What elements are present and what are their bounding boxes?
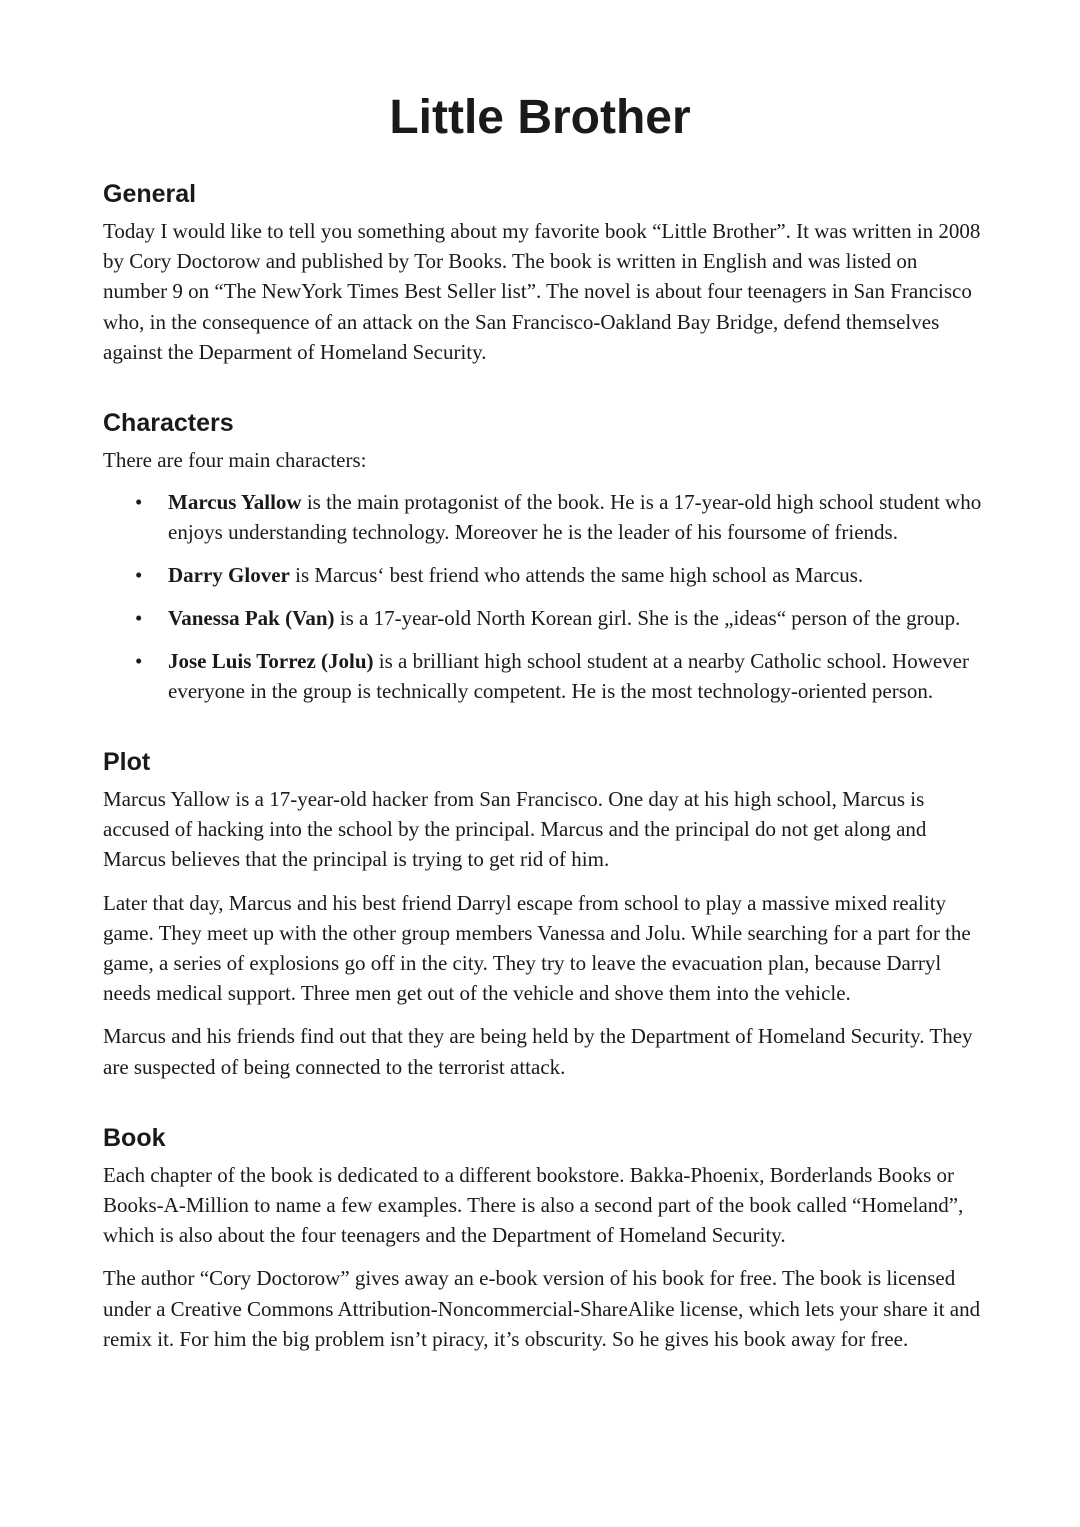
section-plot xyxy=(103,740,983,1082)
list-item-character xyxy=(103,646,983,706)
bullet-icon: • xyxy=(135,490,143,515)
character-name: Vanessa Pak (Van) xyxy=(168,605,335,630)
general-paragraph: Today I would like to tell you something about my favorite book “Little Brother”. It was written in 2008 by Cory Doctorow and published by Tor Books. The book is written in English and was listed on number 9 on “The NewYork Times Best Seller list”. The novel is about four teenagers in San Francisco who, in the consequence of an attack on the San Francisco-Oakland Bay Bridge, defend themselves against the Deparment of Homeland Security. xyxy=(103,219,981,364)
list-item-character xyxy=(103,603,983,633)
character-list xyxy=(103,487,983,706)
bullet-icon: • xyxy=(135,605,143,630)
section-heading-general: General xyxy=(103,180,197,208)
section-heading-characters: Characters xyxy=(103,409,234,438)
section-heading-book: Book xyxy=(103,1123,166,1152)
section-characters xyxy=(103,401,983,706)
book-paragraph: Each chapter of the book is dedicated to a different bookstore. Bakka-Phoenix, Borderlands Books or Books-A-Million to name a few examples. There is also a second part of the book called “Homeland”, which is also about the four teenagers and the Department of Homeland Security. xyxy=(103,1162,964,1248)
document-body xyxy=(103,172,983,1382)
character-name: Marcus Yallow xyxy=(168,490,302,515)
character-description: is Marcus‘ best friend who attends the same high school as Marcus. xyxy=(289,563,864,588)
book-paragraph: The author “Cory Doctorow” gives away an e-book version of his book for free. The book is licensed under a Creative Commons Attribution-Noncommercial-ShareAlike license, which lets your share it and remix it. For him the big problem isn’t piracy, it’s obscurity. So he gives his book away for free. xyxy=(103,1266,981,1351)
list-item-character xyxy=(103,487,983,547)
character-description: is a brilliant high school student at a nearby Catholic school. However everyone in the group is technically competent. He is the most technology-oriented person. xyxy=(168,648,969,703)
character-name: Darry Glover xyxy=(168,563,290,588)
document-title: Little Brother xyxy=(389,91,691,144)
character-description: is the main protagonist of the book. He is a 17-year-old high school student who enjoys understanding technology. Moreover he is the leader of his foursome of friends. xyxy=(168,490,982,545)
character-description: is a 17-year-old North Korean girl. She is the „ideas“ person of the group. xyxy=(334,605,961,630)
section-heading-plot: Plot xyxy=(103,747,151,776)
plot-paragraph: Marcus and his friends find out that they are being held by the Department of Homeland Security. They are suspected of being connected to the terrorist attack. xyxy=(103,1024,973,1079)
plot-paragraph: Marcus Yallow is a 17-year-old hacker from San Francisco. One day at his high school, Marcus is accused of hacking into the school by the principal. Marcus and the principal do not get along and Marcus believes that the principal is trying to get rid of him. xyxy=(103,786,927,872)
bullet-icon: • xyxy=(135,648,143,673)
section-book xyxy=(103,1116,983,1354)
list-item-character xyxy=(103,560,983,590)
character-name: Jose Luis Torrez (Jolu) xyxy=(168,648,374,673)
bullet-icon: • xyxy=(135,563,143,588)
plot-paragraph: Later that day, Marcus and his best friend Darryl escape from school to play a massive mixed reality game. They meet up with the other group members Vanessa and Jolu. While searching for a part for the game, a series of explosions go off in the city. They try to leave the evacuation plan, because Darryl needs medical support. Three men get out of the vehicle and shove them into the vehicle. xyxy=(103,890,971,1006)
section-general xyxy=(103,172,983,367)
characters-intro: There are four main characters: xyxy=(103,448,367,473)
